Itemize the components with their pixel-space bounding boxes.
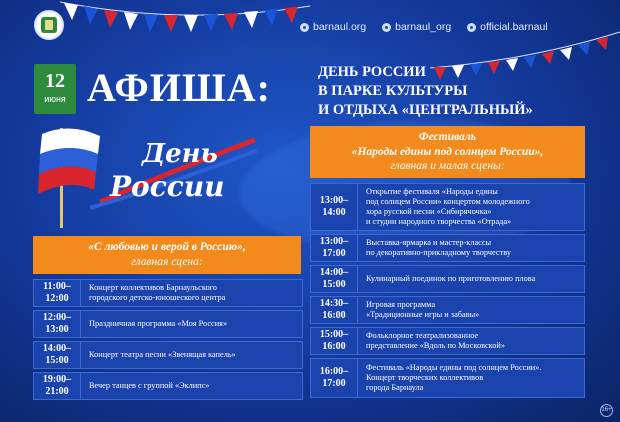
event-description: Фестиваль «Народы едины под солнцем России». Концерт творческих коллективов города Барнаула [366, 363, 542, 392]
right-event-row [310, 265, 585, 293]
right-section-heading [310, 126, 585, 178]
subtitle-line-1: ДЕНЬ РОССИИ [318, 64, 426, 80]
logotype-line-1: День [142, 139, 218, 169]
left-event-row [33, 310, 303, 338]
left-section-heading [33, 236, 301, 274]
event-time: 13:00– 14:00 [311, 184, 358, 230]
den-rossii-logotype [80, 132, 260, 212]
event-time: 14:00– 15:00 [311, 266, 358, 292]
date-badge [34, 64, 76, 114]
telegram-icon [382, 23, 391, 32]
right-event-row [310, 327, 585, 355]
right-event-row [310, 296, 585, 324]
barnaul-emblem-logo [34, 10, 64, 40]
social-telegram-label: barnaul_org [395, 21, 452, 33]
page-title: АФИША: [87, 65, 271, 110]
event-time: 14:00– 15:00 [34, 342, 81, 368]
event-description: Праздничная программа «Моя Россия» [89, 319, 228, 328]
left-event-row [33, 372, 303, 400]
event-time: 16:00– 17:00 [311, 359, 358, 397]
date-day: 12 [45, 70, 65, 92]
left-heading-line-2: главная сцена: [131, 256, 203, 268]
event-time: 15:00– 16:00 [311, 328, 358, 354]
social-vk-label: barnaul.org [313, 21, 367, 33]
social-telegram[interactable] [382, 21, 451, 33]
event-description: Кулинарный поединок по приготовлению плова [366, 274, 536, 283]
date-month: июня [44, 94, 66, 104]
bunting-left-decoration [60, 0, 310, 40]
subtitle-line-3: И ОТДЫХА «ЦЕНТРАЛЬНЫЙ» [318, 102, 533, 118]
left-event-row [33, 341, 303, 369]
logotype-line-2: России [110, 170, 225, 203]
event-time: 19:00– 21:00 [34, 373, 81, 399]
social-ok-label: official.barnaul [480, 21, 548, 33]
event-description: Вечер танцев с группой «Эклипс» [89, 381, 210, 390]
right-heading-line-2: «Народы едины под солнцем России», [351, 145, 544, 158]
event-description: Фольклорное театрализованное представление «Вдоль по Московской» [366, 331, 506, 350]
right-heading-line-1: Фестиваль [418, 131, 477, 143]
event-time: 14:30– 16:00 [311, 297, 358, 323]
event-description: Концерт театра песни «Звенящая капель» [89, 350, 236, 359]
event-description: Концерт коллективов Барнаульского городского детско-юношеского центра [89, 283, 226, 302]
social-vk[interactable] [300, 21, 366, 33]
left-event-row [33, 279, 303, 307]
left-heading-line-1: «С любовью и верой в Россию», [88, 241, 246, 253]
vk-icon [300, 23, 309, 32]
subtitle-line-2: В ПАРКЕ КУЛЬТУРЫ [318, 83, 468, 99]
event-description: Игровая программа «Традиционные игры и забавы» [366, 300, 480, 319]
right-heading-line-3: главная и малая сцены: [390, 160, 505, 172]
event-time: 12:00– 13:00 [34, 311, 81, 337]
event-description: Открытие фестиваля «Народы едины под солнцем России» концертом молодежного хора русской песни «Сибирячочка» и студии народного творчества «Отрада» [366, 187, 530, 226]
event-time: 11:00– 12:00 [34, 280, 81, 306]
right-event-row [310, 183, 585, 231]
page-subtitle [318, 63, 533, 120]
event-description: Выставка-ярмарка и мастер-классы по декоративно-прикладному творчеству [366, 238, 512, 257]
event-time: 13:00– 17:00 [311, 235, 358, 261]
social-links [300, 21, 600, 33]
odnoklassniki-icon [467, 23, 476, 32]
age-rating-badge: 16+ [600, 404, 613, 417]
right-event-row [310, 358, 585, 398]
right-event-row [310, 234, 585, 262]
social-ok[interactable] [467, 21, 548, 33]
